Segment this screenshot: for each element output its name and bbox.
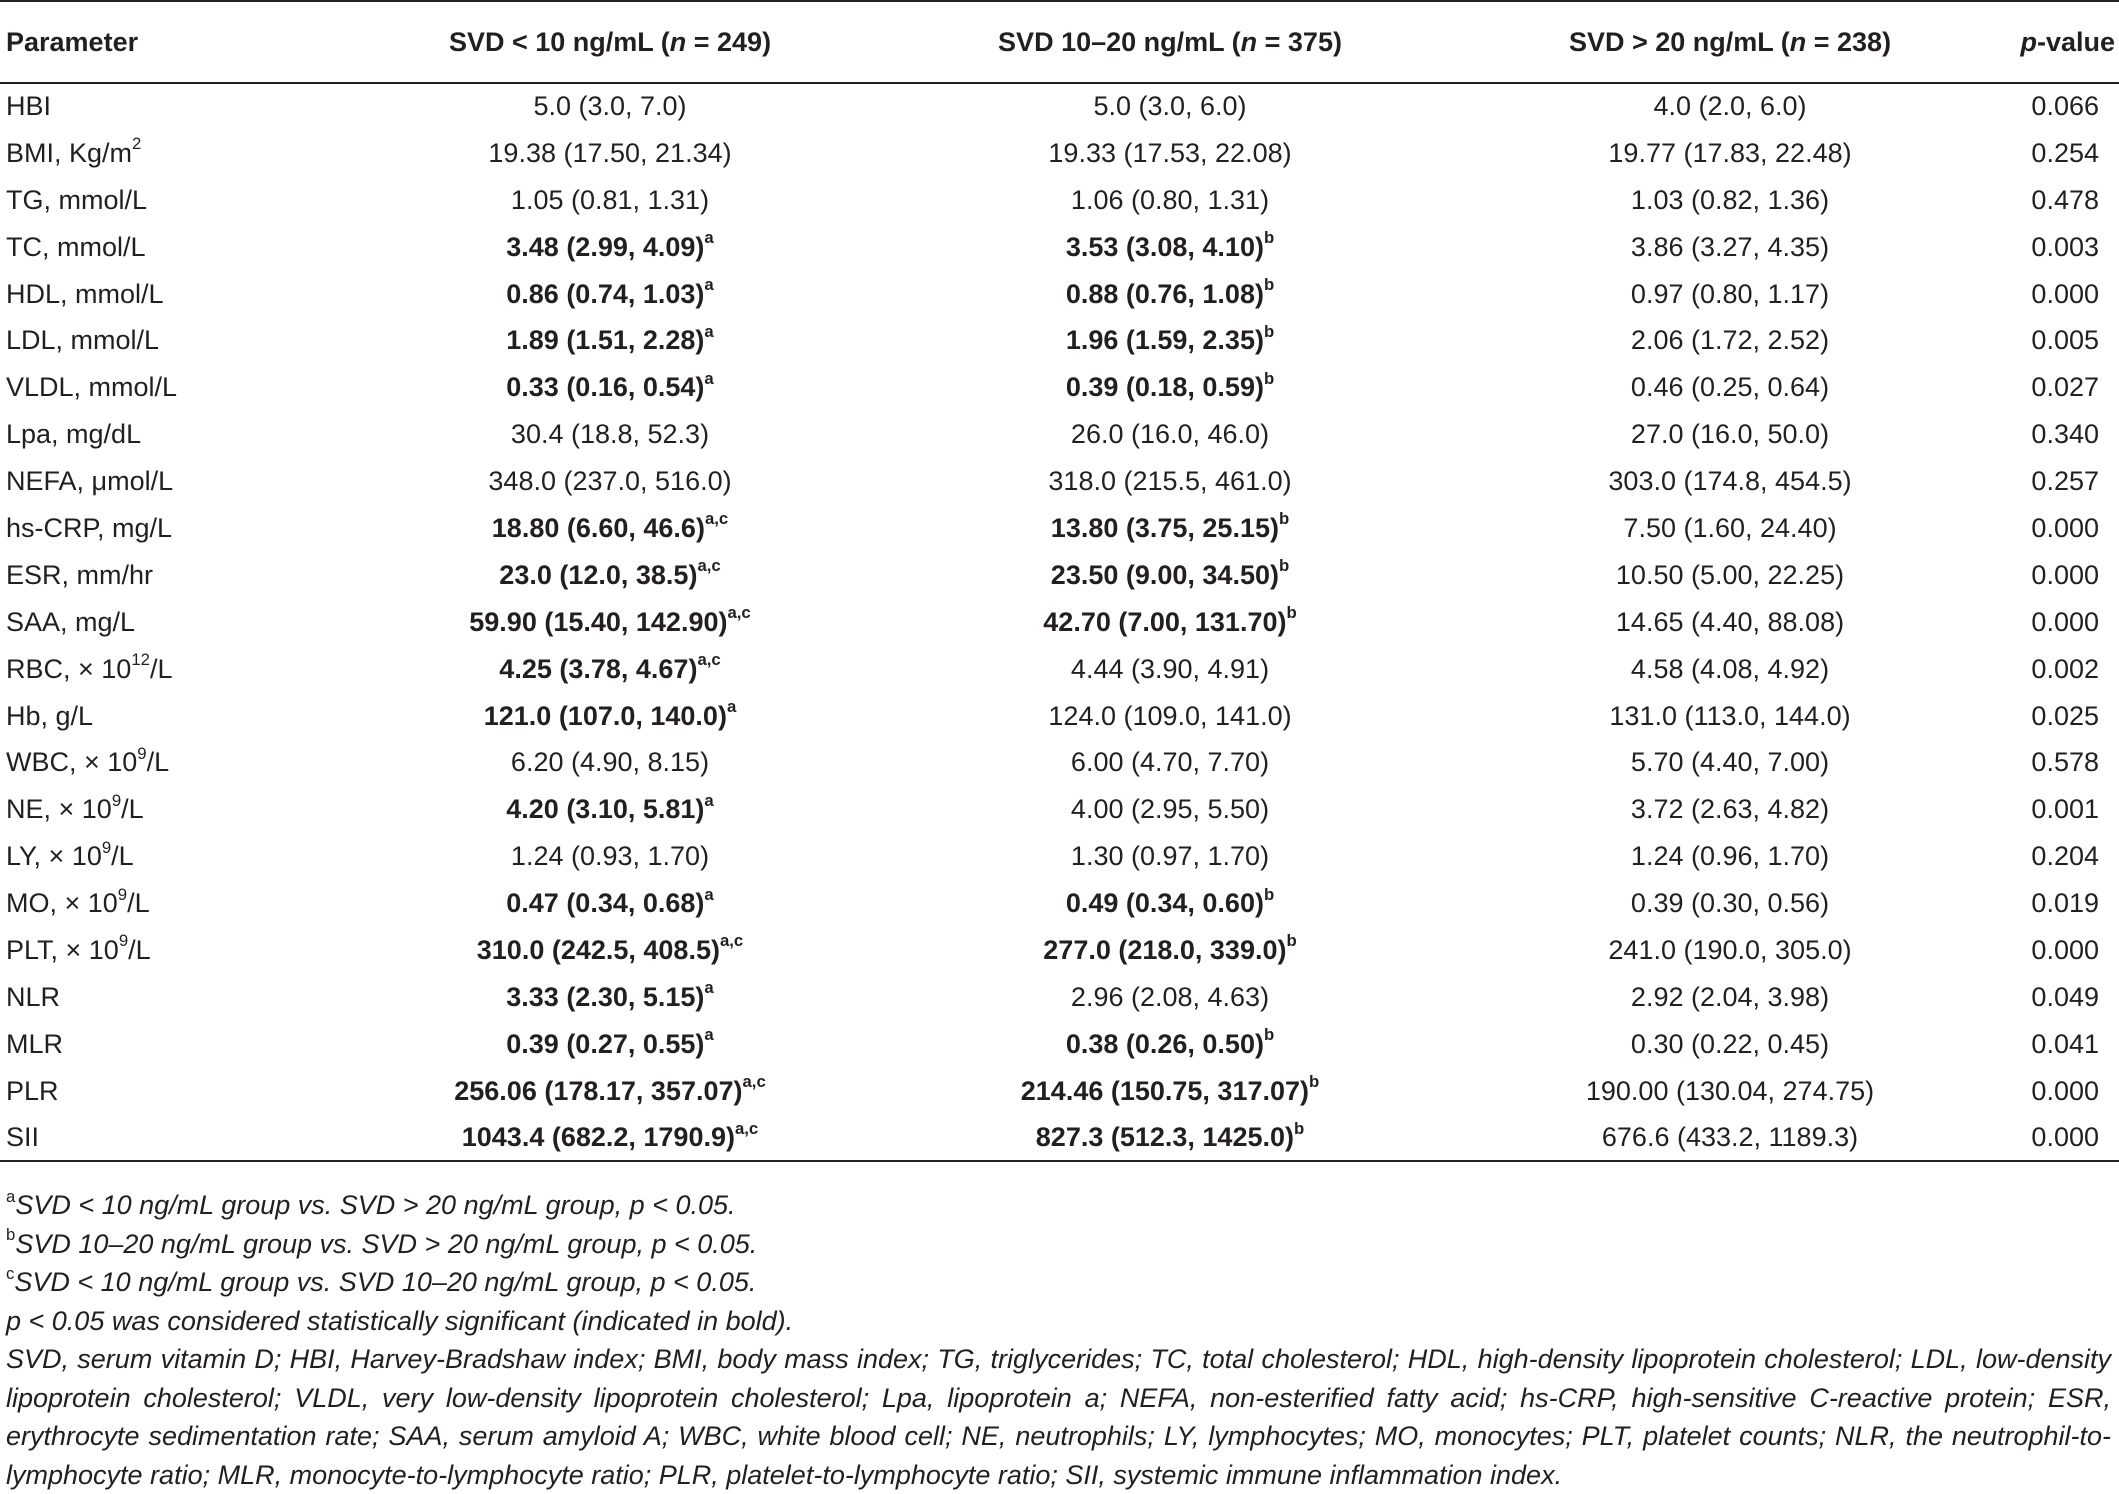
cell-parameter: NE, × $10^9/L$ — [6, 790, 144, 825]
cell-group-low: 30.4 (18.8, 52.3) — [510, 419, 710, 450]
table-row — [0, 411, 2119, 458]
cell-group-high: 4.0 (2.0, 6.0) — [1653, 91, 1807, 122]
cell-parameter: Hb, g/L — [6, 700, 94, 731]
cell-group-high: 131.0 (113.0, 144.0) — [1609, 700, 1851, 731]
header-group-low: SVD < 10 ng/mL (n = 249) — [330, 1, 890, 83]
cell-parameter: ESR, mm/hr — [6, 559, 154, 590]
footnote-significance: p < 0.05 was considered statistically significant (indicated in bold). — [6, 1305, 794, 1336]
cell-group-high: 0.30 (0.22, 0.45) — [1630, 1028, 1830, 1059]
cell-parameter: SII — [0, 1115, 330, 1162]
cell-group-high: 0.97 (0.80, 1.17) — [1630, 278, 1830, 309]
cell-group-high: 27.0 (16.0, 50.0) — [1630, 419, 1830, 450]
cell-pvalue: 0.027 — [2031, 372, 2099, 403]
cell-group-low: 121.0 (107.0, 140.0)$^a$ — [483, 697, 737, 731]
cell-pvalue: 0.003 — [2031, 231, 2099, 262]
cell-group-high: 10.50 (5.00, 22.25) — [1615, 559, 1845, 590]
cell-parameter: LDL, mmol/L — [6, 325, 160, 356]
cell-group-low: 4.25 (3.78, 4.67)$^{a,c}$ — [499, 650, 721, 684]
cell-parameter: VLDL, mmol/L — [6, 372, 178, 403]
table-row — [0, 646, 2119, 693]
table-row — [0, 271, 2119, 318]
table-body — [0, 83, 2119, 1161]
cell-group-high: 14.65 (4.40, 88.08) — [1615, 606, 1845, 637]
cell-parameter: WBC, × $10^9/L$ — [6, 743, 170, 778]
table-row — [0, 739, 2119, 786]
cell-group-mid: 23.50 (9.00, 34.50)$^b$ — [1050, 556, 1290, 590]
cell-pvalue: 0.025 — [2031, 700, 2099, 731]
cell-group-low: 0.33 (0.16, 0.54)$^a$ — [506, 368, 714, 403]
table-header-row — [0, 1, 2119, 83]
cell-group-mid: 0.88 (0.76, 1.08)$^b$ — [1065, 275, 1275, 309]
cell-parameter: Lpa, mg/dL — [6, 419, 142, 450]
table-row — [0, 505, 2119, 552]
cell-group-low: 1.05 (0.81, 1.31) — [510, 184, 710, 215]
cell-pvalue: 0.340 — [2031, 419, 2099, 450]
header-group-high: SVD > 20 ng/mL (n = 238) — [1450, 1, 2010, 83]
cell-group-mid: 2.96 (2.08, 4.63) — [1070, 981, 1270, 1012]
cell-pvalue: 0.478 — [2031, 184, 2099, 215]
cell-pvalue: 0.000 — [2031, 606, 2099, 637]
cell-group-mid: 19.33 (17.53, 22.08) — [1048, 137, 1292, 168]
cell-group-low: 19.38 (17.50, 21.34) — [488, 137, 732, 168]
table-row — [0, 1021, 2119, 1068]
cell-pvalue: 0.000 — [2031, 278, 2099, 309]
cell-group-high: 190.00 (130.04, 274.75) — [1585, 1075, 1875, 1106]
table-row — [0, 83, 2119, 130]
cell-group-high: 241.0 (190.0, 305.0) — [1608, 934, 1852, 965]
cell-group-mid: 0.38 (0.26, 0.50)$^b$ — [1065, 1025, 1275, 1059]
cell-group-mid: 827.3 (512.3, 1425.0)$^b$ — [890, 1115, 1450, 1162]
table-footnotes — [6, 1186, 2111, 1494]
cell-pvalue: 0.000 — [2031, 559, 2099, 590]
cell-group-high: 1.03 (0.82, 1.36) — [1630, 184, 1830, 215]
cell-parameter: HDL, mmol/L — [6, 278, 164, 309]
cell-group-low: 4.20 (3.10, 5.81)$^a$ — [506, 790, 714, 825]
footnote-c: $^c$SVD < 10 ng/mL group vs. SVD 10–20 ng/mL group, p < 0.05. — [6, 1263, 757, 1297]
cell-group-mid: 124.0 (109.0, 141.0) — [1048, 700, 1292, 731]
cell-pvalue: 0.002 — [2031, 653, 2099, 684]
cell-group-mid: 26.0 (16.0, 46.0) — [1070, 419, 1270, 450]
cell-group-mid: 1.30 (0.97, 1.70) — [1070, 841, 1270, 872]
cell-group-low: 256.06 (178.17, 357.07)$^{a,c}$ — [454, 1072, 766, 1106]
table-row — [0, 1068, 2119, 1115]
cell-group-low: 0.47 (0.34, 0.68)$^a$ — [506, 884, 714, 919]
cell-parameter: NLR — [6, 981, 61, 1012]
header-pvalue: p-value — [2010, 1, 2119, 83]
cell-parameter: TG, mmol/L — [6, 184, 148, 215]
cell-group-mid: 277.0 (218.0, 339.0)$^b$ — [1043, 931, 1297, 965]
footnote-b: $^b$SVD 10–20 ng/mL group vs. SVD > 20 ng/mL group, p < 0.05. — [6, 1225, 758, 1259]
cell-pvalue: 0.000 — [2031, 934, 2099, 965]
table-row — [0, 693, 2119, 740]
cell-group-mid: 6.00 (4.70, 7.70) — [1070, 747, 1270, 778]
cell-group-high: 0.39 (0.30, 0.56) — [1630, 888, 1830, 919]
cell-group-mid: 1.06 (0.80, 1.31) — [1070, 184, 1270, 215]
cell-parameter: TC, mmol/L — [6, 231, 146, 262]
cell-parameter: hs-CRP, mg/L — [6, 512, 173, 543]
cell-parameter: PLR — [6, 1075, 59, 1106]
table-row — [0, 177, 2119, 224]
cell-group-high: 3.86 (3.27, 4.35) — [1630, 231, 1830, 262]
table-row — [0, 880, 2119, 927]
cell-group-high: 303.0 (174.8, 454.5) — [1608, 466, 1852, 497]
table-row — [0, 1115, 2119, 1162]
cell-pvalue: 0.000 — [2031, 512, 2099, 543]
cell-group-mid: 42.70 (7.00, 131.70)$^b$ — [1043, 603, 1297, 637]
table-row — [0, 833, 2119, 880]
cell-group-high: 19.77 (17.83, 22.48) — [1608, 137, 1852, 168]
cell-group-low: 1043.4 (682.2, 1790.9)$^{a,c}$ — [330, 1115, 890, 1162]
cell-pvalue: 0.049 — [2031, 981, 2099, 1012]
table-row — [0, 130, 2119, 177]
cell-group-mid: 318.0 (215.5, 461.0) — [1048, 466, 1292, 497]
cell-group-low: 0.39 (0.27, 0.55)$^a$ — [506, 1025, 714, 1059]
cell-parameter: MLR — [6, 1028, 64, 1059]
cell-group-high: 5.70 (4.40, 7.00) — [1630, 747, 1830, 778]
table-row — [0, 224, 2119, 271]
footnote-a: $^a$SVD < 10 ng/mL group vs. SVD > 20 ng/mL group, p < 0.05. — [6, 1186, 736, 1220]
cell-pvalue: 0.204 — [2031, 841, 2099, 872]
header-group-mid: SVD 10–20 ng/mL (n = 375) — [890, 1, 1450, 83]
cell-parameter: HBI — [6, 91, 52, 122]
table-row — [0, 552, 2119, 599]
table-row — [0, 927, 2119, 974]
cell-group-high: 2.06 (1.72, 2.52) — [1630, 325, 1830, 356]
cell-group-low: 1.89 (1.51, 2.28)$^a$ — [506, 321, 714, 356]
cell-pvalue: 0.005 — [2031, 325, 2099, 356]
cell-pvalue: 0.578 — [2031, 747, 2099, 778]
cell-pvalue: 0.000 — [2031, 1075, 2099, 1106]
cell-group-high: 676.6 (433.2, 1189.3) — [1450, 1115, 2010, 1162]
cell-group-low: 18.80 (6.60, 46.6)$^{a,c}$ — [491, 509, 729, 543]
cell-parameter: RBC, × $10^{12}/L$ — [6, 650, 173, 684]
table-row — [0, 786, 2119, 833]
cell-group-mid: 1.96 (1.59, 2.35)$^b$ — [1065, 321, 1275, 356]
cell-parameter: PLT, × $10^9/L$ — [6, 931, 151, 965]
cell-group-mid: 0.39 (0.18, 0.59)$^b$ — [1065, 368, 1275, 403]
cell-pvalue: 0.041 — [2031, 1028, 2099, 1059]
cell-group-high: 0.46 (0.25, 0.64) — [1630, 372, 1830, 403]
cell-group-low: 0.86 (0.74, 1.03)$^a$ — [506, 275, 714, 309]
cell-group-mid: 0.49 (0.34, 0.60)$^b$ — [1065, 884, 1275, 919]
cell-group-low: 23.0 (12.0, 38.5)$^{a,c}$ — [499, 556, 721, 590]
cell-group-low: 5.0 (3.0, 7.0) — [533, 91, 687, 122]
cell-group-low: 3.48 (2.99, 4.09)$^a$ — [506, 228, 714, 262]
cell-group-high: 3.72 (2.63, 4.82) — [1630, 794, 1830, 825]
table-row — [0, 317, 2119, 364]
cell-parameter: SAA, mg/L — [6, 606, 136, 637]
table-row — [0, 364, 2119, 411]
cell-parameter: MO, × $10^9/L$ — [6, 884, 150, 919]
cell-pvalue: 0.000 — [2010, 1115, 2119, 1162]
cell-group-low: 310.0 (242.5, 408.5)$^{a,c}$ — [476, 931, 744, 965]
cell-pvalue: 0.257 — [2031, 466, 2099, 497]
cell-parameter: BMI, $Kg/m^2$ — [6, 134, 142, 168]
table-row — [0, 458, 2119, 505]
cell-group-mid: 214.46 (150.75, 317.07)$^b$ — [1020, 1072, 1320, 1106]
cell-group-high: 4.58 (4.08, 4.92) — [1630, 653, 1830, 684]
cell-group-mid: 4.00 (2.95, 5.50) — [1070, 794, 1270, 825]
cell-pvalue: 0.066 — [2031, 91, 2099, 122]
cell-group-low: 59.90 (15.40, 142.90)$^{a,c}$ — [469, 603, 751, 637]
footnote-abbreviations: SVD, serum vitamin D; HBI, Harvey-Bradshaw index; BMI, body mass index; TG, triglycerides; TC, total cholesterol; HDL, high-density lipoprotein cholesterol; LDL, low-density lipoprotein cholesterol; VLDL, very low-density lipoprotein cholesterol; Lpa, lipoprotein a; NEFA, non-esterified fatty acid; hs-CRP, high-sensitive C-reactive protein; ESR, erythrocyte sedimentation rate; SAA, serum amyloid A; WBC, white blood cell; NE, neutrophils; LY, lymphocytes; MO, monocytes; PLT, platelet counts; NLR, the neutrophil-to-lymphocyte ratio; MLR, monocyte-to-lymphocyte ratio; PLR, platelet-to-lymphocyte ratio; SII, systemic immune inflammation index. — [6, 1344, 2111, 1490]
table-row — [0, 974, 2119, 1021]
cell-parameter: LY, × $10^9/L$ — [6, 837, 134, 872]
cell-group-low: 6.20 (4.90, 8.15) — [510, 747, 710, 778]
cell-group-high: 1.24 (0.96, 1.70) — [1630, 841, 1830, 872]
cell-group-low: 1.24 (0.93, 1.70) — [510, 841, 710, 872]
cell-group-low: 3.33 (2.30, 5.15)$^a$ — [506, 978, 714, 1012]
cell-group-high: 7.50 (1.60, 24.40) — [1623, 512, 1837, 543]
table-row — [0, 599, 2119, 646]
cell-group-mid: 13.80 (3.75, 25.15)$^b$ — [1050, 509, 1290, 543]
cell-pvalue: 0.019 — [2031, 888, 2099, 919]
cell-pvalue: 0.254 — [2031, 137, 2099, 168]
cell-parameter: NEFA, μmol/L — [6, 466, 174, 497]
cell-group-low: 348.0 (237.0, 516.0) — [488, 466, 732, 497]
cell-group-mid: 5.0 (3.0, 6.0) — [1093, 91, 1247, 122]
cell-group-mid: 3.53 (3.08, 4.10)$^b$ — [1065, 228, 1275, 262]
header-parameter: Parameter — [0, 1, 330, 83]
cell-group-high: 2.92 (2.04, 3.98) — [1630, 981, 1830, 1012]
cell-pvalue: 0.001 — [2031, 794, 2099, 825]
cell-group-mid: 4.44 (3.90, 4.91) — [1070, 653, 1270, 684]
